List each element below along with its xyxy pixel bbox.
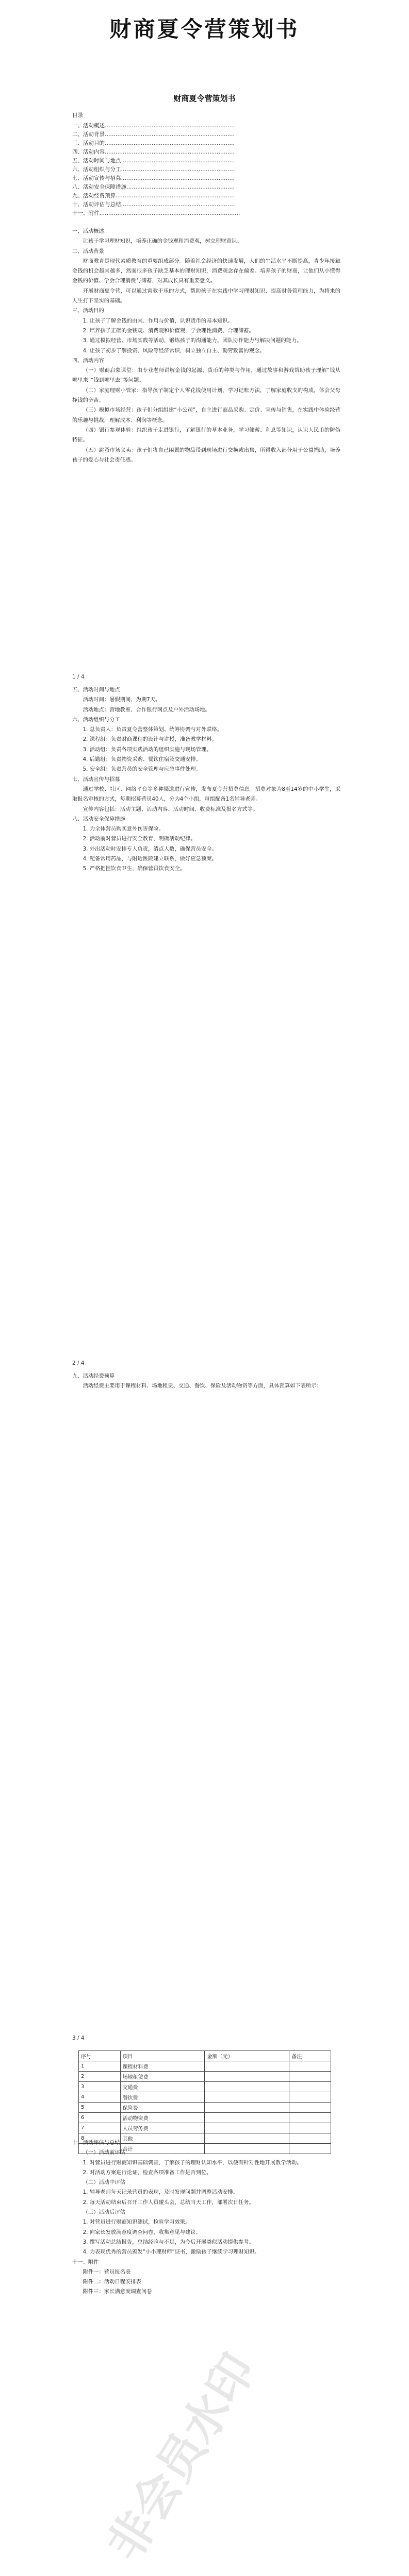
- table-cell: [289, 2103, 331, 2113]
- section-heading: 二、活动背景: [72, 248, 104, 255]
- table-cell: [289, 2072, 331, 2082]
- table-cell: 其他: [120, 2133, 205, 2144]
- page-marker: 3 / 4: [72, 2035, 85, 2041]
- paragraph: 1. 辅导老师每天记录营员的表现，及时发现问题并调整活动安排。: [83, 2189, 239, 2196]
- paragraph: 1. 让孩子了解金钱的由来、作用与价值，认识货币的基本知识。: [83, 317, 233, 324]
- table-cell: [289, 2123, 331, 2133]
- toc-item[interactable]: 五、活动时间与地点………………………………………………………: [72, 158, 235, 164]
- paragraph: 宣传内容包括：活动主题、活动内容、活动时间、收费标准及报名方式等。: [83, 806, 258, 812]
- table-cell: 场地租赁费: [120, 2072, 205, 2082]
- paragraph: 2. 对活动方案进行论证，检查各项准备工作是否到位。: [83, 2169, 212, 2176]
- paragraph: 财商教育是现代素质教育的重要组成部分。随着社会经济的快速发展，人们的生活水平不断提高，青少年接触金钱的机会越来越多，然而很多孩子缺乏基本的理财知识，消费观念存在偏差。培养孩子的财商，让他们从小懂得金钱的价值、学会合理消费与储蓄，对其成长具有重要意义。: [72, 258, 340, 284]
- paragraph: 活动时间：暑假期间，为期7天。: [83, 697, 161, 703]
- paragraph: 附件三：家长满意度调查问卷: [83, 2289, 152, 2295]
- page-marker: 1 / 4: [72, 674, 85, 680]
- paragraph: 活动经费主要用于课程材料、场地租赁、交通、餐饮、保险及活动物资等方面，具体预算如下表所示：: [83, 1383, 322, 1389]
- paragraph: 让孩子学习理财知识，培养正确的金钱观和消费观，树立理财意识。: [83, 238, 242, 245]
- table-row: [79, 2061, 331, 2072]
- table-cell: 5: [79, 2103, 121, 2113]
- table-cell: 序号: [79, 2051, 121, 2061]
- section-heading: 六、活动组织与分工: [72, 716, 120, 723]
- toc-item[interactable]: 十、活动评估与总结………………………………………………………: [72, 201, 235, 208]
- table-row: [79, 2123, 331, 2133]
- document-subtitle: 财商夏令营策划书: [173, 94, 236, 103]
- section-heading: 八、活动安全保障措施: [72, 816, 125, 822]
- section-heading: 九、活动经费预算: [72, 1373, 115, 1379]
- table-cell: [289, 2092, 331, 2103]
- section-heading: 四、活动内容: [72, 357, 104, 364]
- table-row: [79, 2082, 331, 2092]
- page-marker: 2 / 4: [72, 1360, 85, 1366]
- paragraph: 4. 为表现优秀的营员颁发“小小理财师”证书，激励孩子继续学习理财知识。: [83, 2249, 260, 2256]
- paragraph: （一）活动前评估: [83, 2149, 125, 2156]
- table-cell: 8: [79, 2133, 121, 2144]
- table-cell: 项目: [120, 2051, 205, 2061]
- section-heading: 五、活动时间与地点: [72, 687, 120, 693]
- paragraph: （三）模拟市场经营：孩子们分组组建“小公司”，自主进行商品采购、定价、宣传与销售，在实践中体验经营的乐趣与挑战，理解成本、利润等概念。: [72, 407, 340, 423]
- paragraph: 1. 总负责人：负责夏令营整体策划、统筹协调与对外联络。: [83, 726, 223, 733]
- table-row: [79, 2072, 331, 2082]
- toc-item[interactable]: 七、活动宣传与招募………………………………………………………: [72, 175, 235, 181]
- toc-item[interactable]: 八、活动安全保障措施……………………………………………………: [72, 184, 235, 190]
- table-cell: [205, 2113, 289, 2123]
- toc-item[interactable]: 一、活动概述………………………………………………………………: [72, 123, 235, 129]
- body-section: [72, 2138, 340, 2297]
- paragraph: 附件二：活动日程安排表: [83, 2279, 141, 2285]
- table-cell: [205, 2061, 289, 2072]
- table-of-contents: [72, 122, 340, 218]
- paragraph: 4. 让孩子初步了解投资、风险等经济常识，树立独立自主、勤劳致富的观念。: [83, 347, 265, 354]
- table-cell: 备注: [289, 2051, 331, 2061]
- table-header-row: [79, 2051, 331, 2061]
- paragraph: 3. 外出活动时安排专人负责，清点人数，确保营员安全。: [83, 845, 217, 852]
- table-cell: 课程材料费: [120, 2061, 205, 2072]
- document-title: 财商夏令营策划书: [109, 16, 300, 42]
- paragraph: （三）活动后评估: [83, 2209, 125, 2216]
- table-cell: [205, 2103, 289, 2113]
- paragraph: （二）家庭理财小管家：指导孩子制定个人零花钱使用计划，学习记账方法，了解家庭收支的构成，体会父母挣钱的辛苦。: [72, 387, 340, 404]
- toc-item[interactable]: 四、活动内容………………………………………………………………: [72, 149, 235, 155]
- table-cell: 合计: [120, 2144, 205, 2154]
- table-cell: 7: [79, 2123, 121, 2133]
- paragraph: 3. 通过模拟经营、市场实践等活动，锻炼孩子的沟通能力、团队协作能力与解决问题的能力。: [83, 337, 302, 344]
- section-heading: 一、活动概述: [72, 228, 104, 234]
- section-heading: 七、活动宣传与招募: [72, 776, 120, 783]
- paragraph: 3. 活动组：负责各项实践活动的组织实施与现场管理。: [83, 746, 212, 753]
- toc-label: 目录: [72, 112, 83, 118]
- paragraph: 通过学校、社区、网络平台等多种渠道进行宣传，发布夏令营招募信息。招募对象为8至14岁的中小学生，采取报名审核的方式，每期招募营员40人，分为4个小组，每组配备1名辅导老师。: [72, 786, 340, 803]
- table-cell: 1: [79, 2061, 121, 2072]
- toc-item[interactable]: 三、活动目的………………………………………………………………: [72, 140, 235, 146]
- paragraph: （五）跳蚤市场义卖：孩子们将自己闲置的物品带到现场进行交换或出售，所得收入部分用于公益捐助，培养孩子的爱心与社会责任感。: [72, 447, 340, 463]
- table-cell: 餐饮费: [120, 2092, 205, 2103]
- paragraph: 3. 撰写活动总结报告，总结经验与不足，为今后开展类似活动提供参考。: [83, 2239, 254, 2245]
- table-cell: 交通费: [120, 2082, 205, 2092]
- paragraph: 4. 配备常用药品，与附近医院建立联系，做好应急预案。: [83, 856, 217, 862]
- paragraph: （二）活动中评估: [83, 2179, 125, 2186]
- paragraph: 开展财商夏令营，可以通过寓教于乐的方式，帮助孩子在实践中学习理财知识，提高财务管理能力，为将来的人生打下坚实的基础。: [72, 287, 340, 304]
- table-cell: [289, 2082, 331, 2092]
- paragraph: 2. 培养孩子正确的金钱观、消费观和价值观，学会理性消费、合理储蓄。: [83, 327, 254, 334]
- section-heading: 三、活动目的: [72, 308, 104, 314]
- paragraph: 2. 向家长发放满意度调查问卷，收集意见与建议。: [83, 2229, 201, 2235]
- section-heading: 十、活动评估与总结: [72, 2140, 120, 2146]
- paragraph: 1. 对营员进行财商知识测试，检验学习效果。: [83, 2219, 191, 2226]
- paragraph: 4. 后勤组：负责物资采购、餐饮住宿及交通安排。: [83, 756, 201, 763]
- paragraph: 2. 课程组：负责财商课程的设计与讲授，准备教学材料。: [83, 736, 217, 743]
- body-section: [72, 227, 340, 465]
- toc-item[interactable]: 十一、附件……………………………………………………………………: [72, 210, 240, 216]
- paragraph: 2. 活动前对营员进行安全教育，明确活动纪律。: [83, 836, 196, 842]
- table-cell: [289, 2113, 331, 2123]
- body-section: [72, 685, 340, 874]
- table-row: [79, 2103, 331, 2113]
- table-cell: [205, 2082, 289, 2092]
- paragraph: 2. 每天活动结束后召开工作人员碰头会，总结当天工作，部署次日任务。: [83, 2199, 254, 2206]
- table-cell: 2: [79, 2072, 121, 2082]
- table-cell: 金额（元）: [205, 2051, 289, 2061]
- paragraph: 活动地点：营地教室、合作银行网点及户外活动场地。: [83, 706, 210, 713]
- paragraph: 5. 安全组：负责营员的安全管理与应急事件处理。: [83, 766, 201, 773]
- paragraph: （四）银行参观体验：组织孩子走进银行，了解银行的基本业务，学习储蓄、利息等知识，认识人民币的防伪特征。: [72, 427, 340, 444]
- body-section: [72, 1371, 340, 1392]
- table-row: [79, 2113, 331, 2123]
- toc-item[interactable]: 九、活动经费预算…………………………………………………………: [72, 193, 235, 199]
- table-cell: 3: [79, 2082, 121, 2092]
- table-cell: 活动物资费: [120, 2113, 205, 2123]
- table-cell: 6: [79, 2113, 121, 2123]
- table-cell: 保险费: [120, 2103, 205, 2113]
- table-cell: [289, 2061, 331, 2072]
- table-cell: 人员劳务费: [120, 2123, 205, 2133]
- section-heading: 十一、附件: [72, 2259, 99, 2265]
- paragraph: 1. 对营员进行财商知识基础调查，了解孩子的理财认知水平，以便有针对性地开展教学活动。: [83, 2159, 302, 2166]
- table-row: [79, 2092, 331, 2103]
- toc-item[interactable]: 二、活动背景………………………………………………………………: [72, 131, 235, 138]
- table-cell: 4: [79, 2092, 121, 2103]
- table-cell: [205, 2123, 289, 2133]
- toc-item[interactable]: 六、活动组织与分工………………………………………………………: [72, 166, 235, 173]
- watermark: 非会员水印: [97, 2344, 266, 2570]
- paragraph: 1. 为全体营员购买意外伤害保险。: [83, 826, 164, 833]
- paragraph: 附件一：营员报名表: [83, 2268, 131, 2275]
- paragraph: 5. 严格把控饮食卫生，确保营员饮食安全。: [83, 866, 186, 872]
- table-cell: [205, 2072, 289, 2082]
- table-cell: [205, 2092, 289, 2103]
- paragraph: （一）财商启蒙课堂：由专业老师讲解金钱的起源、货币的种类与作用，通过故事和游戏帮助孩子理解“钱从哪里来”“钱到哪里去”等问题。: [72, 367, 340, 384]
